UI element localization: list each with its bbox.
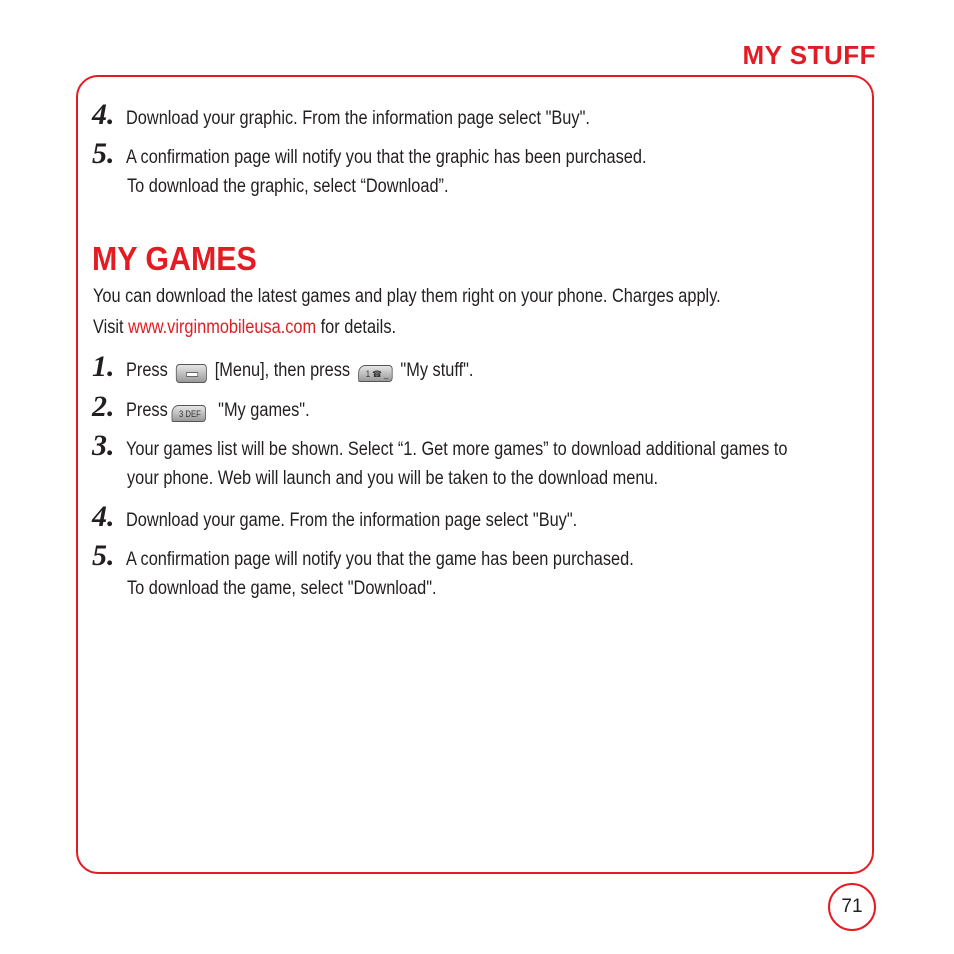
press-label: Press — [126, 400, 168, 421]
my-stuff-label: "My stuff". — [400, 360, 474, 381]
step-1 — [92, 350, 530, 384]
step-text: A confirmation page will notify you that the game has been purchased. — [126, 549, 634, 570]
step-number: 4. — [92, 500, 115, 533]
step-number: 5. — [92, 137, 115, 170]
step-text — [126, 360, 473, 382]
step-5-graphic — [92, 137, 731, 171]
press-label: Press — [126, 360, 168, 381]
step-text: Download your game. From the information page select "Buy". — [126, 510, 578, 531]
step-text-continued: To download the game, select "Download". — [127, 578, 437, 599]
step-number: 5. — [92, 539, 115, 572]
step-text — [126, 400, 310, 422]
step-number: 4. — [92, 98, 115, 131]
step-number: 3. — [92, 429, 115, 462]
step-text: Your games list will be shown. Select “1. Get more games” to download additional games to — [126, 439, 788, 460]
step-number: 1. — [92, 350, 115, 383]
section-title: MY GAMES — [92, 240, 257, 277]
key-3-icon: 3 DEF — [171, 405, 205, 422]
step-3 — [92, 429, 895, 463]
visit-line — [93, 317, 396, 339]
key-1-icon: 1 ☎ _ — [358, 365, 392, 382]
step-4 — [92, 500, 651, 534]
step-5 — [92, 539, 716, 573]
intro-text: You can download the latest games and play them right on your phone. Charges apply. — [93, 286, 721, 307]
website-link[interactable]: www.virginmobileusa.com — [128, 317, 317, 338]
step-text-continued: To download the graphic, select “Download”. — [127, 176, 449, 197]
visit-suffix: for details. — [316, 317, 397, 338]
section-header: MY STUFF — [742, 40, 876, 70]
step-2 — [92, 390, 340, 424]
step-text-continued: your phone. Web will launch and you will be taken to the download menu. — [127, 468, 659, 489]
menu-key-icon — [176, 364, 207, 383]
my-games-label: "My games". — [218, 400, 310, 421]
page-number: 71 — [828, 883, 876, 931]
step-4-graphic — [92, 98, 665, 132]
step-text: Download your graphic. From the information page select "Buy". — [126, 108, 590, 129]
visit-prefix: Visit — [93, 317, 129, 338]
step-number: 2. — [92, 390, 115, 423]
step-text: A confirmation page will notify you that the graphic has been purchased. — [126, 147, 647, 168]
menu-label: [Menu], then press — [214, 360, 351, 381]
